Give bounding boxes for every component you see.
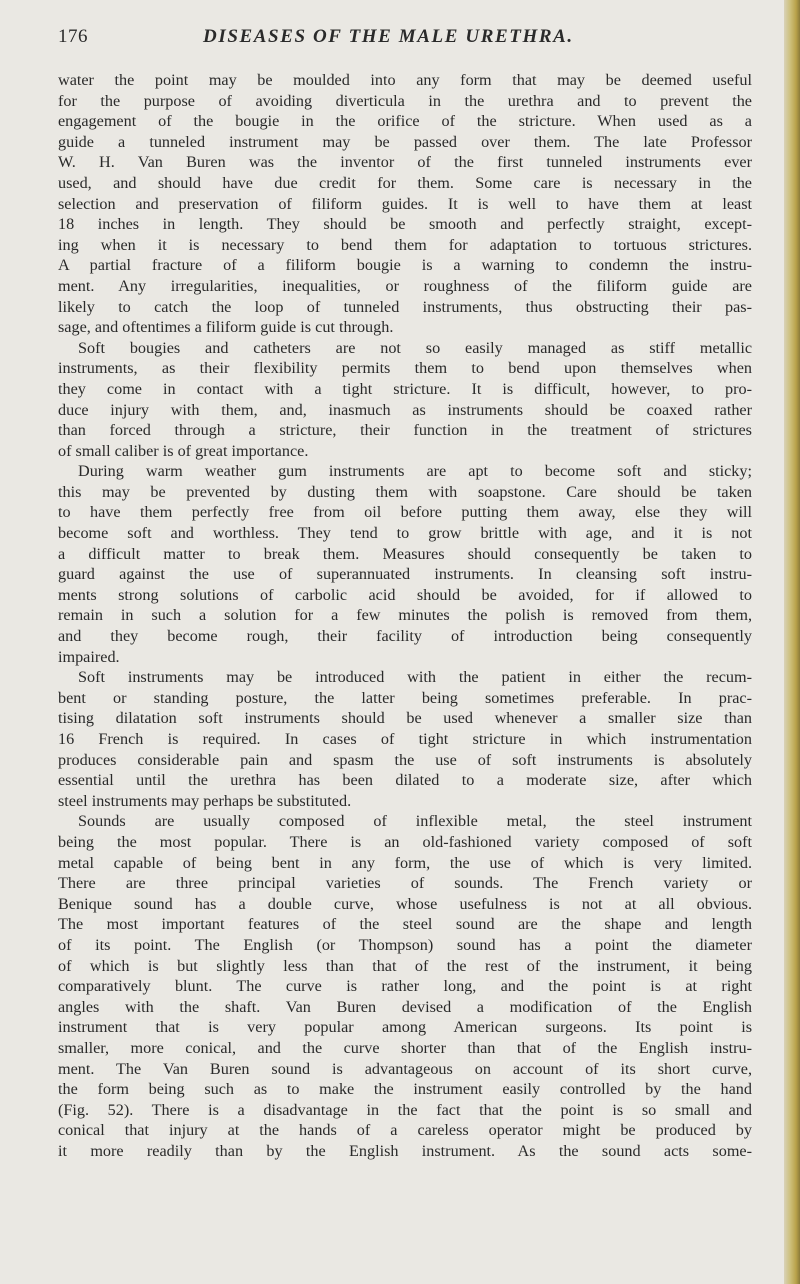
text-line: duce injury with them, and, inasmuch as instruments should be coaxed rather xyxy=(58,400,752,419)
text-line: they come in contact with a tight stricture. It is difficult, however, to pro- xyxy=(58,379,752,398)
text-line: essential until the urethra has been dilated to a moderate size, after which xyxy=(58,771,752,790)
text-line: The most important features of the steel sound are the shape and length xyxy=(58,915,752,934)
text-line: selection and preservation of filiform guides. It is well to have them at least xyxy=(58,194,752,213)
text-line: 18 inches in length. They should be smooth and perfectly straight, except- xyxy=(58,215,752,234)
text-line: Sounds are usually composed of inflexible metal, the steel instrument xyxy=(78,812,752,831)
text-line: tising dilatation soft instruments should be used whenever a smaller size than xyxy=(58,709,752,728)
text-line: of its point. The English (or Thompson) sound has a point the diameter xyxy=(58,935,752,954)
text-line: angles with the shaft. Van Buren devised a modification of the English xyxy=(58,997,752,1016)
text-line: bent or standing posture, the latter being sometimes preferable. In prac- xyxy=(58,688,752,707)
text-line: used, and should have due credit for them. Some care is necessary in the xyxy=(58,173,752,192)
text-line: remain in such a solution for a few minutes the polish is removed from them, xyxy=(58,606,752,625)
text-line: guide a tunneled instrument may be passed over them. The late Professor xyxy=(58,132,752,151)
text-line: sage, and oftentimes a filiform guide is cut through. xyxy=(58,318,394,337)
text-line: ments strong solutions of carbolic acid should be avoided, for if allowed to xyxy=(58,585,752,604)
text-line: Benique sound has a double curve, whose usefulness is not at all obvious. xyxy=(58,894,752,913)
text-line: a difficult matter to break them. Measures should consequently be taken to xyxy=(58,544,752,563)
text-line: this may be prevented by dusting them with soapstone. Care should be taken xyxy=(58,482,752,501)
text-line: instruments, as their flexibility permits them to bend upon themselves when xyxy=(58,359,752,378)
text-line: ing when it is necessary to bend them for adaptation to tortuous strictures. xyxy=(58,235,752,254)
page-header xyxy=(58,20,748,50)
body-text xyxy=(58,70,752,1161)
text-line: Soft bougies and catheters are not so easily managed as stiff metallic xyxy=(78,338,752,357)
running-title: DISEASES OF THE MALE URETHRA. xyxy=(203,26,574,47)
text-line: During warm weather gum instruments are apt to become soft and sticky; xyxy=(78,462,752,481)
text-line: instrument that is very popular among American surgeons. Its point is xyxy=(58,1018,752,1037)
text-line: engagement of the bougie in the orifice of the stricture. When used as a xyxy=(58,112,752,131)
text-line: the form being such as to make the instrument easily controlled by the hand xyxy=(58,1080,752,1099)
text-line: of which is but slightly less than that of the rest of the instrument, it being xyxy=(58,956,752,975)
text-line: guard against the use of superannuated instruments. In cleansing soft instru- xyxy=(58,565,752,584)
text-line: to have them perfectly free from oil before putting them away, else they will xyxy=(58,503,752,522)
text-line: being the most popular. There is an old-fashioned variety composed of soft xyxy=(58,832,752,851)
text-line: comparatively blunt. The curve is rather long, and the point is at right xyxy=(58,977,752,996)
text-line: of small caliber is of great importance. xyxy=(58,441,309,460)
text-line: impaired. xyxy=(58,647,120,666)
text-line: it more readily than by the English instrument. As the sound acts some- xyxy=(58,1141,752,1160)
text-line: 16 French is required. In cases of tight stricture in which instrumentation xyxy=(58,730,752,748)
text-line: likely to catch the loop of tunneled instruments, thus obstructing their pas- xyxy=(58,297,752,316)
text-line: than forced through a stricture, their function in the treatment of strictures xyxy=(58,421,752,440)
text-line: smaller, more conical, and the curve shorter than that of the English instru- xyxy=(58,1038,752,1057)
text-line: Soft instruments may be introduced with the patient in either the recum- xyxy=(78,668,752,687)
page-number: 176 xyxy=(58,26,88,47)
text-line: for the purpose of avoiding diverticula in the urethra and to prevent the xyxy=(58,91,752,110)
text-line: W. H. Van Buren was the inventor of the first tunneled instruments ever xyxy=(58,153,752,172)
text-line: water the point may be moulded into any form that may be deemed useful xyxy=(58,71,752,89)
text-line: There are three principal varieties of sounds. The French variety or xyxy=(58,874,752,893)
text-line: become soft and worthless. They tend to grow brittle with age, and it is not xyxy=(58,524,752,543)
text-line: and they become rough, their facility of introduction being consequently xyxy=(58,627,752,646)
page-edge xyxy=(784,0,800,1284)
text-line: metal capable of being bent in any form, the use of which is very limited. xyxy=(58,853,752,872)
text-line: conical that injury at the hands of a careless operator might be produced by xyxy=(58,1121,752,1140)
text-line: ment. The Van Buren sound is advantageous on account of its short curve, xyxy=(58,1059,752,1078)
text-line: produces considerable pain and spasm the use of soft instruments is absolutely xyxy=(58,750,752,769)
text-line: A partial fracture of a filiform bougie is a warning to condemn the instru- xyxy=(58,256,752,275)
text-line: (Fig. 52). There is a disadvantage in the fact that the point is so small and xyxy=(58,1100,752,1119)
text-line: ment. Any irregularities, inequalities, or roughness of the filiform guide are xyxy=(58,276,752,295)
text-line: steel instruments may perhaps be substituted. xyxy=(58,791,352,810)
